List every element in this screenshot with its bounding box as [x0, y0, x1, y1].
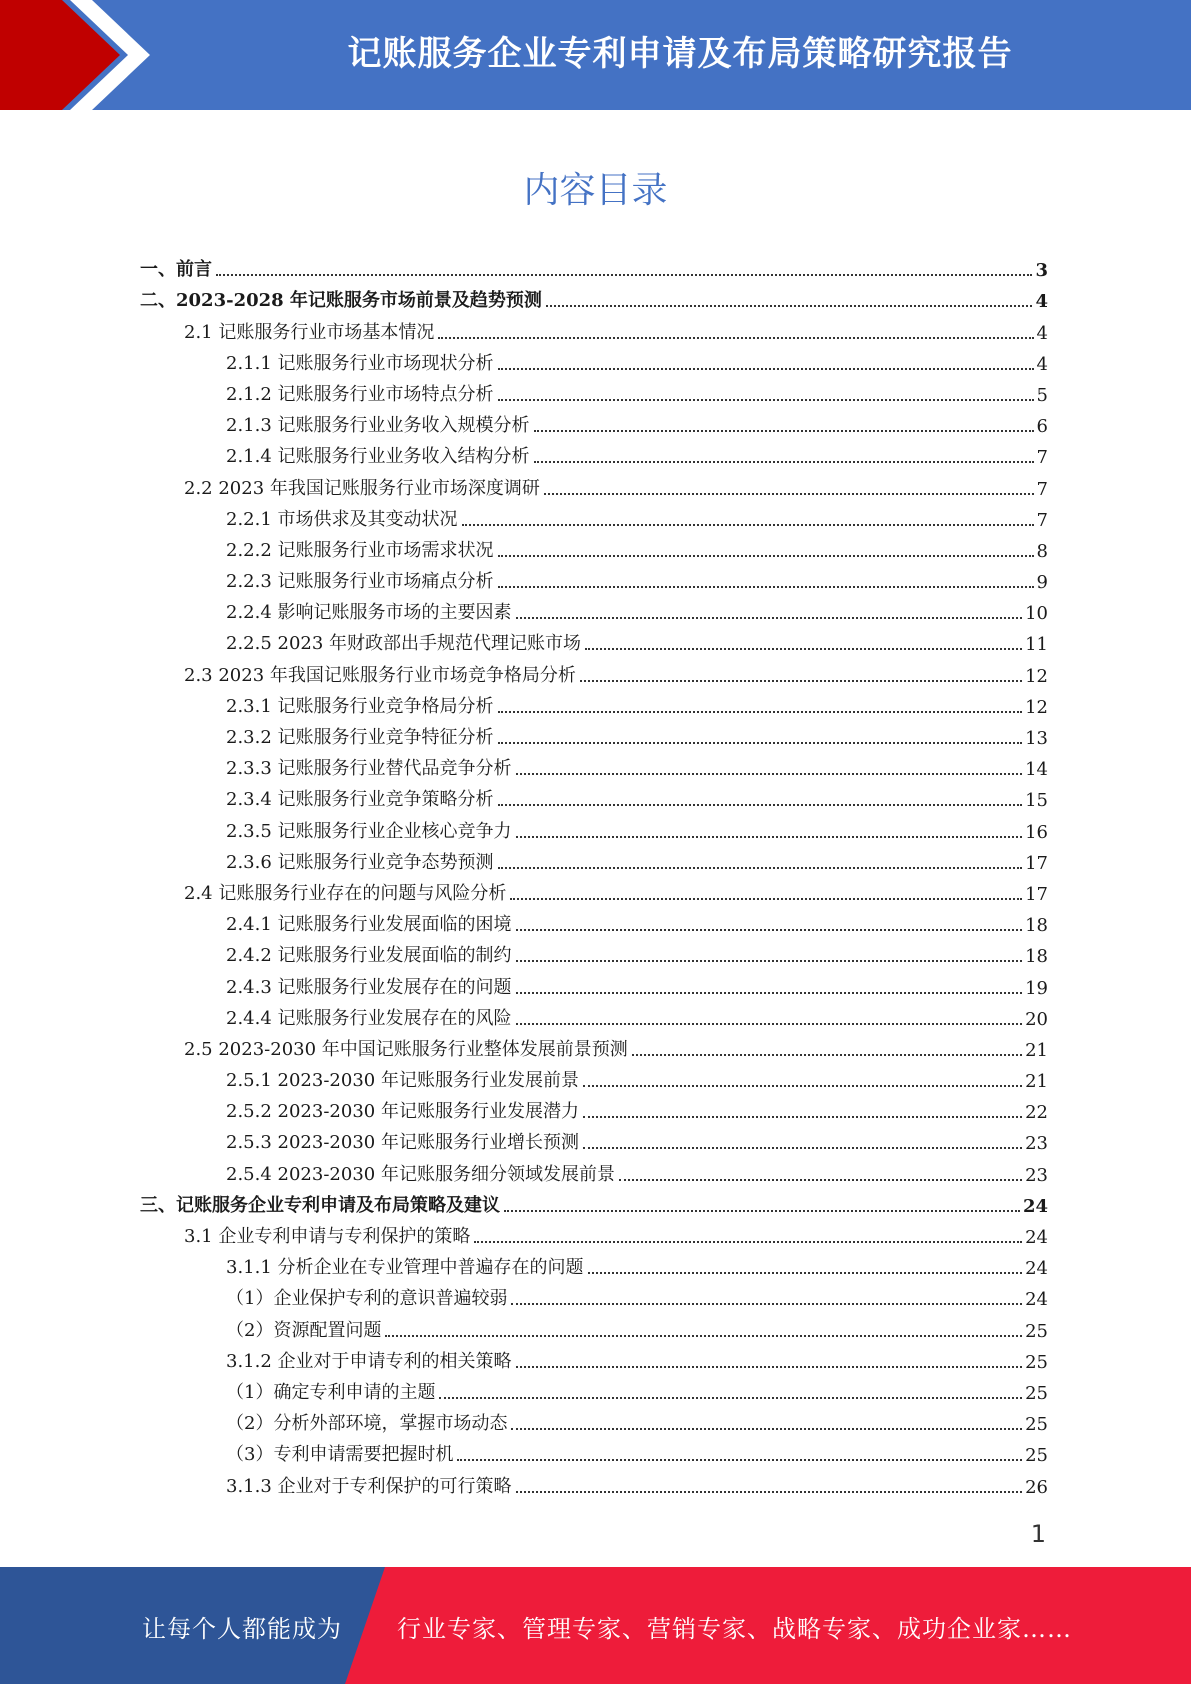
page-number: 1 — [1030, 1520, 1046, 1548]
toc-list — [140, 254, 1048, 1502]
toc-dot-leader — [498, 867, 1023, 869]
toc-dot-leader — [457, 1459, 1022, 1461]
toc-entry[interactable] — [140, 971, 1048, 1002]
toc-entry-page: 4 — [1035, 291, 1048, 313]
toc-entry-page: 4 — [1036, 322, 1048, 344]
footer-slogan-left: 让每个人都能成为 — [142, 1615, 342, 1643]
toc-entry-page: 26 — [1025, 1476, 1048, 1498]
toc-dot-leader — [585, 648, 1022, 650]
toc-dot-leader — [516, 617, 1023, 619]
toc-dot-leader — [385, 1335, 1022, 1337]
toc-entry-page: 24 — [1025, 1258, 1048, 1280]
toc-entry[interactable] — [140, 379, 1048, 410]
toc-entry-page: 25 — [1025, 1445, 1048, 1467]
toc-entry-label: （2）分析外部环境，掌握市场动态 — [226, 1413, 508, 1435]
toc-entry-label: 2.3.1 记账服务行业竞争格局分析 — [226, 695, 494, 717]
toc-dot-leader — [583, 1116, 1022, 1118]
toc-entry[interactable] — [140, 753, 1048, 784]
toc-dot-leader — [516, 773, 1023, 775]
toc-entry-page: 12 — [1025, 665, 1048, 687]
toc-dot-leader — [588, 1272, 1023, 1274]
toc-dot-leader — [498, 804, 1023, 806]
toc-entry-page: 8 — [1036, 540, 1048, 562]
toc-entry-page: 25 — [1025, 1414, 1048, 1436]
toc-entry[interactable] — [140, 1096, 1048, 1127]
toc-entry[interactable] — [140, 784, 1048, 815]
toc-entry-label: 2.2.5 2023 年财政部出手规范代理记账市场 — [226, 633, 582, 655]
toc-entry-page: 5 — [1036, 384, 1048, 406]
toc-entry[interactable] — [140, 1314, 1048, 1345]
toc-entry-page: 19 — [1025, 977, 1048, 999]
toc-entry-label: 2.2 2023 年我国记账服务行业市场深度调研 — [184, 477, 540, 499]
toc-dot-leader — [619, 1179, 1022, 1181]
toc-entry-page: 25 — [1025, 1351, 1048, 1373]
toc-entry[interactable] — [140, 691, 1048, 722]
toc-entry-label: （2）资源配置问题 — [226, 1319, 382, 1341]
toc-entry-page: 11 — [1025, 634, 1048, 656]
toc-entry-page: 23 — [1025, 1164, 1048, 1186]
toc-entry-label: 2.2.2 记账服务行业市场需求状况 — [226, 539, 494, 561]
footer-band — [0, 1567, 1191, 1684]
toc-entry-label: 2.5.4 2023-2030 年记账服务细分领域发展前景 — [226, 1163, 615, 1185]
toc-entry-label: 3.1.2 企业对于申请专利的相关策略 — [226, 1350, 512, 1372]
toc-entry-label: 2.1.1 记账服务行业市场现状分析 — [226, 352, 494, 374]
toc-entry[interactable] — [140, 1283, 1048, 1314]
toc-dot-leader — [516, 929, 1023, 931]
toc-entry[interactable] — [140, 1408, 1048, 1439]
toc-entry-page: 9 — [1036, 572, 1048, 594]
toc-dot-leader — [511, 1428, 1022, 1430]
toc-entry[interactable] — [140, 285, 1048, 316]
toc-entry-page: 14 — [1025, 759, 1048, 781]
toc-entry-page: 22 — [1025, 1102, 1048, 1124]
toc-entry[interactable] — [140, 1065, 1048, 1096]
toc-entry-page: 7 — [1036, 447, 1048, 469]
toc-entry[interactable] — [140, 316, 1048, 347]
toc-entry-label: 2.3.4 记账服务行业竞争策略分析 — [226, 789, 494, 811]
toc-entry[interactable] — [140, 847, 1048, 878]
toc-entry[interactable] — [140, 410, 1048, 441]
toc-dot-leader — [511, 1303, 1022, 1305]
toc-dot-leader — [516, 1023, 1023, 1025]
toc-entry-label: （1）企业保护专利的意识普遍较弱 — [226, 1288, 508, 1310]
toc-entry-page: 18 — [1025, 915, 1048, 937]
toc-entry-page: 15 — [1025, 790, 1048, 812]
toc-entry-page: 23 — [1025, 1133, 1048, 1155]
toc-entry-label: 2.3.6 记账服务行业竞争态势预测 — [226, 851, 494, 873]
toc-entry-page: 12 — [1025, 696, 1048, 718]
toc-entry[interactable] — [140, 1034, 1048, 1065]
toc-dot-leader — [516, 992, 1023, 994]
toc-entry[interactable] — [140, 940, 1048, 971]
toc-dot-leader — [439, 1397, 1022, 1399]
toc-dot-leader — [516, 960, 1023, 962]
toc-entry[interactable] — [140, 441, 1048, 472]
toc-entry[interactable] — [140, 909, 1048, 940]
toc-dot-leader — [583, 1085, 1022, 1087]
toc-entry-page: 6 — [1036, 416, 1048, 438]
toc-dot-leader — [498, 586, 1034, 588]
toc-dot-leader — [498, 711, 1023, 713]
toc-entry-label: 2.4.1 记账服务行业发展面临的困境 — [226, 914, 512, 936]
toc-entry-label: 2.1.2 记账服务行业市场特点分析 — [226, 383, 494, 405]
toc-dot-leader — [546, 305, 1033, 307]
toc-entry[interactable] — [140, 815, 1048, 846]
toc-dot-leader — [498, 742, 1023, 744]
toc-entry[interactable] — [140, 504, 1048, 535]
toc-entry-page: 13 — [1025, 728, 1048, 749]
toc-entry-label: 2.3.5 记账服务行业企业核心竞争力 — [226, 820, 512, 842]
toc-entry[interactable] — [140, 1158, 1048, 1189]
toc-entry-label: 2.2.1 市场供求及其变动状况 — [226, 508, 458, 530]
toc-entry-label: 二、2023-2028 年记账服务市场前景及趋势预测 — [140, 290, 542, 312]
toc-entry[interactable] — [140, 628, 1048, 659]
toc-dot-leader — [534, 430, 1034, 432]
toc-entry-label: 3.1.3 企业对于专利保护的可行策略 — [226, 1475, 512, 1497]
toc-entry-page: 25 — [1025, 1382, 1048, 1404]
toc-entry-label: 2.5 2023-2030 年中国记账服务行业整体发展前景预测 — [184, 1038, 628, 1060]
toc-dot-leader — [498, 368, 1034, 370]
toc-dot-leader — [534, 461, 1034, 463]
toc-entry-page: 10 — [1025, 603, 1048, 625]
toc-dot-leader — [580, 680, 1022, 682]
toc-entry-page: 24 — [1022, 1195, 1048, 1217]
toc-entry-page: 16 — [1025, 821, 1048, 843]
toc-entry[interactable] — [140, 1470, 1048, 1501]
toc-entry-label: 3.1 企业专利申请与专利保护的策略 — [184, 1226, 471, 1247]
toc-entry-label: 一、前言 — [140, 259, 212, 281]
toc-entry-label: 2.5.1 2023-2030 年记账服务行业发展前景 — [226, 1070, 579, 1092]
toc-heading: 内容目录 — [523, 170, 668, 211]
toc-dot-leader — [504, 1210, 1020, 1212]
toc-entry-page: 24 — [1025, 1227, 1048, 1248]
toc-entry-label: （3）专利申请需要把握时机 — [226, 1444, 454, 1466]
toc-dot-leader — [462, 524, 1034, 526]
toc-entry-page: 3 — [1035, 260, 1048, 282]
toc-dot-leader — [474, 1241, 1022, 1243]
toc-dot-leader — [516, 1491, 1023, 1493]
toc-entry[interactable] — [140, 878, 1048, 909]
toc-entry[interactable] — [140, 659, 1048, 690]
toc-entry[interactable] — [140, 1190, 1048, 1221]
toc-entry[interactable] — [140, 1439, 1048, 1470]
footer-slogan-right: 行业专家、管理专家、营销专家、战略专家、成功企业家…… — [397, 1615, 1072, 1643]
toc-dot-leader — [632, 1054, 1022, 1056]
toc-entry-label: 2.5.3 2023-2030 年记账服务行业增长预测 — [226, 1132, 579, 1154]
toc-entry-label: 2.1.3 记账服务行业业务收入规模分析 — [226, 415, 530, 437]
document-title: 记账服务企业专利申请及布局策略研究报告 — [347, 34, 1013, 74]
toc-entry[interactable] — [140, 472, 1048, 503]
toc-entry-label: 2.4 记账服务行业存在的问题与风险分析 — [184, 882, 507, 904]
toc-entry-page: 21 — [1025, 1039, 1048, 1061]
toc-entry-label: 2.3.3 记账服务行业替代品竞争分析 — [226, 758, 512, 780]
toc-entry-label: 2.2.4 影响记账服务市场的主要因素 — [226, 602, 512, 624]
toc-entry-label: 三、记账服务企业专利申请及布局策略及建议 — [140, 1194, 500, 1216]
toc-entry[interactable] — [140, 348, 1048, 379]
toc-entry[interactable] — [140, 1221, 1048, 1252]
toc-entry[interactable] — [140, 1127, 1048, 1158]
toc-entry[interactable] — [140, 1252, 1048, 1283]
toc-entry-label: 2.3.2 记账服务行业竞争特征分析 — [226, 727, 494, 748]
toc-dot-leader — [516, 836, 1023, 838]
toc-entry-page: 17 — [1025, 883, 1048, 905]
toc-entry-page: 7 — [1036, 509, 1048, 531]
toc-entry-label: 2.4.4 记账服务行业发展存在的风险 — [226, 1007, 512, 1029]
toc-entry-page: 4 — [1036, 353, 1048, 375]
toc-dot-leader — [216, 274, 1032, 276]
toc-entry-label: 2.4.3 记账服务行业发展存在的问题 — [226, 976, 512, 998]
toc-entry-page: 25 — [1025, 1320, 1048, 1342]
toc-entry-label: 2.3 2023 年我国记账服务行业市场竞争格局分析 — [184, 664, 576, 686]
toc-dot-leader — [498, 555, 1034, 557]
toc-entry-label: 2.4.2 记账服务行业发展面临的制约 — [226, 945, 512, 967]
toc-entry-label: 2.2.3 记账服务行业市场痛点分析 — [226, 571, 494, 593]
toc-entry[interactable] — [140, 566, 1048, 597]
toc-entry[interactable] — [140, 597, 1048, 628]
toc-dot-leader — [583, 1147, 1022, 1149]
toc-entry[interactable] — [140, 254, 1048, 285]
toc-entry[interactable] — [140, 1377, 1048, 1408]
toc-entry-page: 24 — [1025, 1289, 1048, 1311]
toc-dot-leader — [544, 493, 1034, 495]
header-chevron-graphic — [0, 0, 160, 110]
toc-entry-label: 2.1.4 记账服务行业业务收入结构分析 — [226, 446, 530, 468]
toc-dot-leader — [498, 399, 1034, 401]
toc-entry[interactable] — [140, 1003, 1048, 1034]
toc-entry[interactable] — [140, 535, 1048, 566]
toc-entry-page: 7 — [1036, 478, 1048, 500]
toc-dot-leader — [510, 898, 1022, 900]
toc-entry-page: 18 — [1025, 946, 1048, 968]
toc-entry-page: 17 — [1025, 852, 1048, 874]
toc-entry-page: 20 — [1025, 1008, 1048, 1030]
toc-entry-label: 2.5.2 2023-2030 年记账服务行业发展潜力 — [226, 1101, 579, 1123]
toc-entry-label: 3.1.1 分析企业在专业管理中普遍存在的问题 — [226, 1257, 584, 1279]
toc-entry[interactable] — [140, 1346, 1048, 1377]
toc-entry[interactable] — [140, 722, 1048, 753]
toc-entry-label: 2.1 记账服务行业市场基本情况 — [184, 321, 435, 343]
toc-entry-label: （1）确定专利申请的主题 — [226, 1381, 436, 1403]
toc-entry-page: 21 — [1025, 1071, 1048, 1093]
toc-dot-leader — [516, 1366, 1023, 1368]
toc-dot-leader — [438, 337, 1033, 339]
